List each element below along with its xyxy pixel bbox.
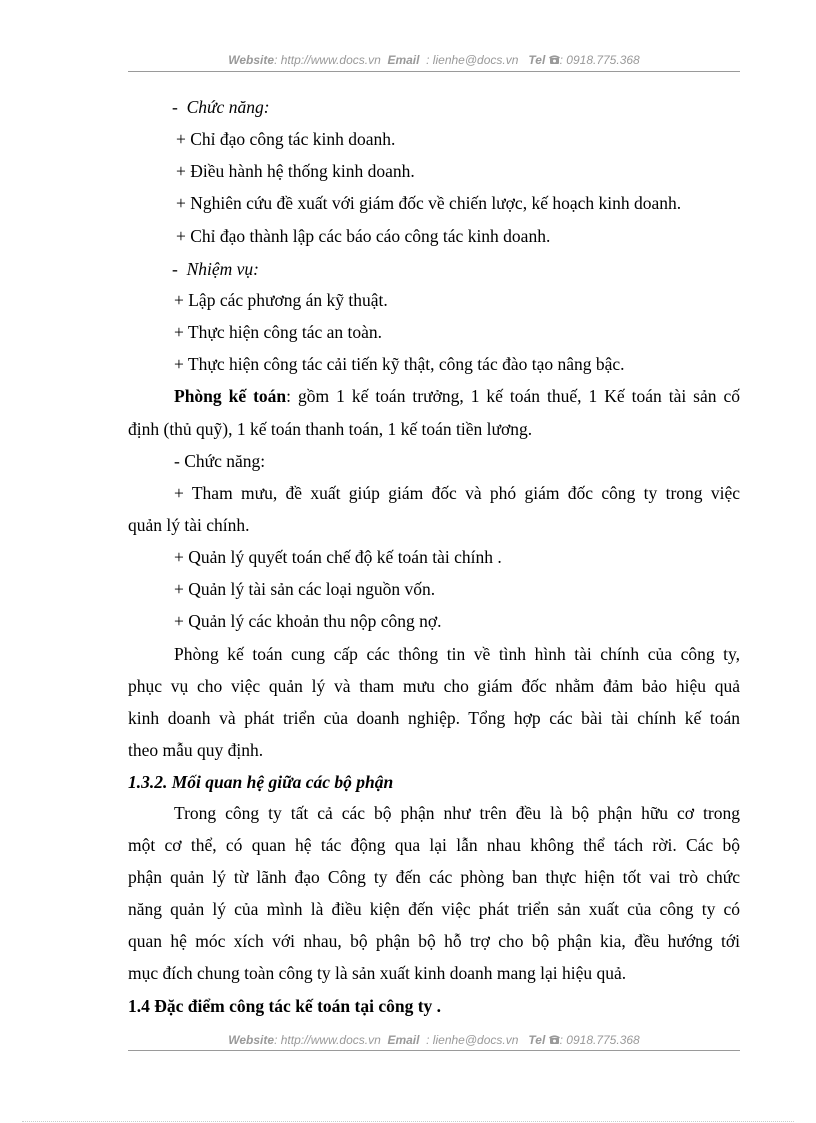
- list-item: + Quản lý tài sản các loại nguồn vốn.: [174, 579, 436, 599]
- list-item: + Chỉ đạo thành lập các báo cáo công tác kinh doanh.: [176, 226, 551, 246]
- list-item: + Lập các phương án kỹ thuật.: [174, 290, 388, 310]
- phone-icon: [549, 55, 560, 65]
- header-email-label: Email: [387, 53, 420, 67]
- list-item: + Thực hiện công tác cải tiến kỹ thật, công tác đào tạo nâng bậc.: [174, 354, 625, 374]
- header-tel-value: : 0918.775.368: [559, 53, 640, 67]
- line-chuc-nang-2: - Chức năng:: [174, 451, 266, 471]
- list-item: + Thực hiện công tác an toàn.: [174, 322, 383, 342]
- paragraph-line: quản lý tài chính.: [128, 515, 250, 535]
- paragraph-line: phận quản lý từ lãnh đạo Công ty đến các phòng ban thực hiện tốt vai trò chức: [128, 867, 740, 887]
- phone-icon: [549, 1035, 560, 1045]
- list-item: + Tham mưu, đề xuất giúp giám đốc và phó giám đốc công ty trong việc: [174, 483, 740, 503]
- paragraph-line: quan hệ móc xích với nhau, bộ phận bộ hỗ trợ cho bộ phận kia, đều hướng tới: [128, 931, 740, 951]
- header-email-value: : lienhe@docs.vn: [426, 53, 519, 67]
- list-item: + Điều hành hệ thống kinh doanh.: [176, 161, 415, 181]
- footer-email-label: Email: [387, 1033, 420, 1047]
- footer-tel-value: : 0918.775.368: [559, 1033, 640, 1047]
- page-edge-divider: [22, 1121, 794, 1122]
- paragraph-line: kinh doanh và phát triển của doanh nghiệp. Tổng hợp các bài tài chính kế toán: [128, 708, 740, 728]
- subheading-chuc-nang: Chức năng:: [186, 97, 270, 117]
- footer-website-value: : http://www.docs.vn: [274, 1033, 381, 1047]
- footer-tel-label: Tel: [528, 1033, 546, 1047]
- paragraph-line: theo mẫu quy định.: [128, 740, 264, 760]
- paragraph-text: : gồm 1 kế toán trưởng, 1 kế toán thuế, 1 Kế toán tài sản cố: [286, 386, 740, 406]
- page-header: [128, 53, 740, 67]
- line-nhiem-vu: [172, 258, 259, 280]
- label-phong-ke-toan: Phòng kế toán: [174, 386, 287, 406]
- line-chuc-nang-1: [172, 96, 270, 118]
- footer-email-value: : lienhe@docs.vn: [426, 1033, 519, 1047]
- footer-rule: [128, 1050, 740, 1051]
- list-item: + Nghiên cứu đề xuất với giám đốc về chiến lược, kế hoạch kinh doanh.: [176, 193, 682, 213]
- paragraph-line: Phòng kế toán cung cấp các thông tin về tình hình tài chính của công ty,: [174, 644, 740, 664]
- list-item: + Quản lý quyết toán chế độ kế toán tài chính .: [174, 547, 502, 567]
- paragraph-line: định (thủ quỹ), 1 kế toán thanh toán, 1 kế toán tiền lương.: [128, 419, 533, 439]
- header-rule: [128, 71, 740, 72]
- header-website-label: Website: [228, 53, 275, 67]
- paragraph-line: Trong công ty tất cả các bộ phận như trên đều là bộ phận hữu cơ trong: [174, 803, 740, 823]
- section-heading-1-3-2: 1.3.2. Mối quan hệ giữa các bộ phận: [128, 772, 394, 792]
- paragraph-line: một cơ thể, có quan hệ tác động qua lại lẫn nhau không thể tách rời. Các bộ: [128, 835, 740, 855]
- footer-website-label: Website: [228, 1033, 275, 1047]
- list-item: + Quản lý các khoản thu nộp công nợ.: [174, 611, 442, 631]
- subheading-nhiem-vu: Nhiệm vụ:: [186, 259, 259, 279]
- header-website-value: : http://www.docs.vn: [274, 53, 381, 67]
- header-tel-label: Tel: [528, 53, 546, 67]
- paragraph-line: phục vụ cho việc quản lý và tham mưu cho giám đốc nhằm đảm bảo hiệu quả: [128, 676, 740, 696]
- section-heading-1-4: 1.4 Đặc điểm công tác kế toán tại công ty .: [128, 996, 442, 1016]
- list-dash: -: [172, 259, 178, 279]
- list-item: + Chỉ đạo công tác kinh doanh.: [176, 129, 396, 149]
- paragraph-phong-ke-toan: [174, 385, 740, 407]
- paragraph-line: mục đích chung toàn công ty là sản xuất kinh doanh mang lại hiệu quả.: [128, 963, 627, 983]
- list-dash: -: [172, 97, 178, 117]
- page-footer: [128, 1033, 740, 1047]
- paragraph-line: năng quản lý của mình là điều kiện đến việc phát triển sản xuất của công ty có: [128, 899, 740, 919]
